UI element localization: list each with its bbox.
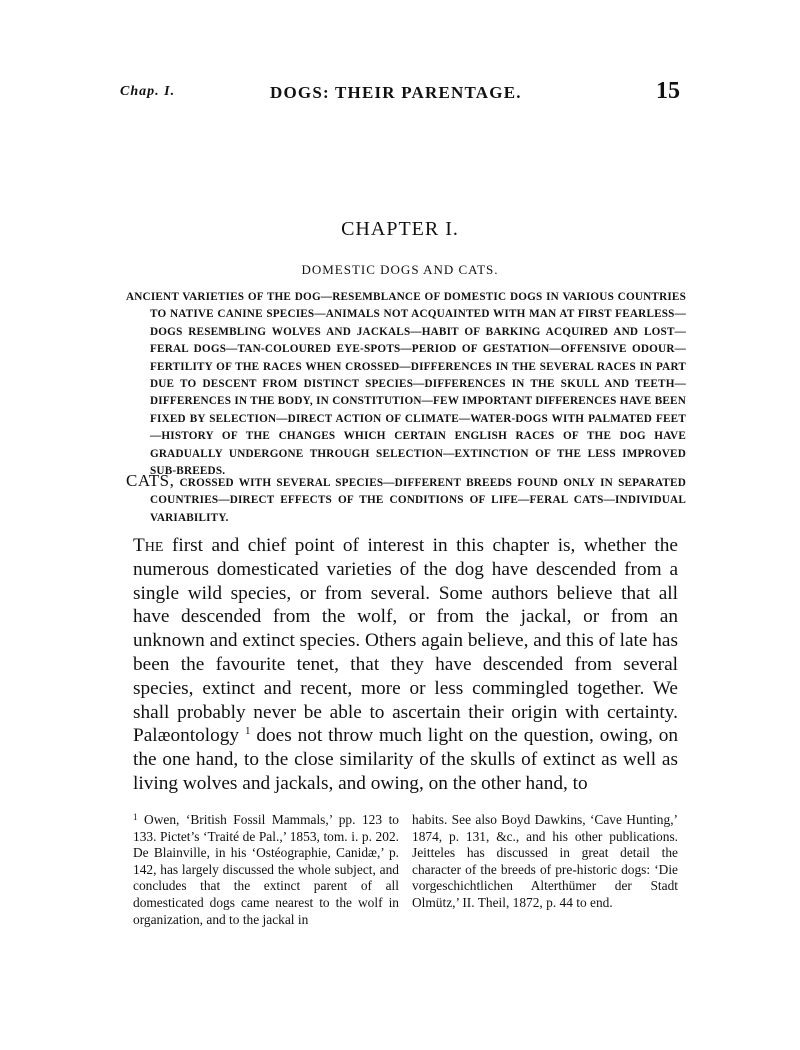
footnote-text-left: Owen, ‘British Fossil Mammals,’ pp. 123 to 133. Pictet’s ‘Traité de Pal.,’ 1853, tom. i. p. 202. De Blainville, in his ‘Ostéographie, Canidæ,’ p. 142, has largely discussed the whole subject, and concludes that the extinct parent of all domesticated dogs came nearest to the wolf in organization, and to the jackal in — [133, 812, 399, 927]
running-head — [120, 78, 680, 108]
chapter-title: CHAPTER I. — [341, 218, 459, 240]
chapter-summary-cats — [126, 472, 686, 527]
summary-cats-lead: CATS, — [126, 471, 175, 490]
chapter-subtitle: DOMESTIC DOGS AND CATS. — [301, 262, 499, 277]
body-text-part-1: first and chief point of interest in this chapter is, whether the numerous domesticated varieties of the dog have descended from a single wild species, or from several. Some authors believe that all have descended from the wolf, or from the jackal, or from an unknown and extinct species. Others again believe, and this of late has been the favourite tenet, that they have descended from several species, extinct and recent, more or less commingled together. We shall probably never be able to ascertain their origin with certainty. Palæontology — [133, 535, 678, 747]
footnote-column-left — [133, 812, 399, 928]
footnote-reference: 1 — [244, 725, 251, 738]
body-paragraph — [133, 534, 678, 796]
body-text-part-2: does not throw much light on the question, owing, on the one hand, to the close similarity of the skulls of extinct as well as living wolves and jackals, and owing, on the other hand, to — [133, 725, 678, 794]
chapter-summary-dogs: ANCIENT VARIETIES OF THE DOG—RESEMBLANCE OF DOMESTIC DOGS IN VARIOUS COUNTRIES TO NATIVE CANINE SPECIES—ANIMALS NOT ACQUAINTED WITH MAN AT FIRST FEARLESS—DOGS RESEMBLING WOLVES AND JACKALS—HABIT OF BARKING ACQUIRED AND LOST—FERAL DOGS—TAN-COLOURED EYE-SPOTS—PERIOD OF GESTATION—OFFENSIVE ODOUR—FERTILITY OF THE RACES WHEN CROSSED—DIFFERENCES IN THE SEVERAL RACES IN PART DUE TO DESCENT FROM DISTINCT SPECIES—DIFFERENCES IN THE SKULL AND TEETH—DIFFERENCES IN THE BODY, IN CONSTITUTION—FEW IMPORTANT DIFFERENCES HAVE BEEN FIXED BY SELECTION—DIRECT ACTION OF CLIMATE—WATER-DOGS WITH PALMATED FEET—HISTORY OF THE CHANGES WHICH CERTAIN ENGLISH RACES OF THE DOG HAVE GRADUALLY UNDERGONE THROUGH SELECTION—EXTINCTION OF THE LESS IMPROVED SUB-BREEDS. — [126, 291, 686, 478]
running-head-chapter: Chap. I. — [120, 84, 176, 99]
footnote-number: 1 — [133, 812, 138, 822]
running-head-title: DOGS: THEIR PARENTAGE. — [270, 83, 522, 102]
footnote-column-right: habits. See also Boyd Dawkins, ‘Cave Hunting,’ 1874, p. 131, &c., and his other publications. Jeitteles has discussed in great detail the character of the breeds of pre-historic dogs: ‘Die vorgeschichtlichen Alterthümer der Stadt Olmütz,’ II. Theil, 1872, p. 44 to end. — [412, 812, 678, 910]
footnotes — [133, 812, 678, 928]
page-number: 15 — [656, 78, 680, 104]
summary-cats-text: CROSSED WITH SEVERAL SPECIES—DIFFERENT BREEDS FOUND ONLY IN SEPARATED COUNTRIES—DIRECT EFFECTS OF THE CONDITIONS OF LIFE—FERAL CATS—INDIVIDUAL VARIABILITY. — [150, 477, 686, 524]
dropcap-word: The — [133, 535, 164, 556]
